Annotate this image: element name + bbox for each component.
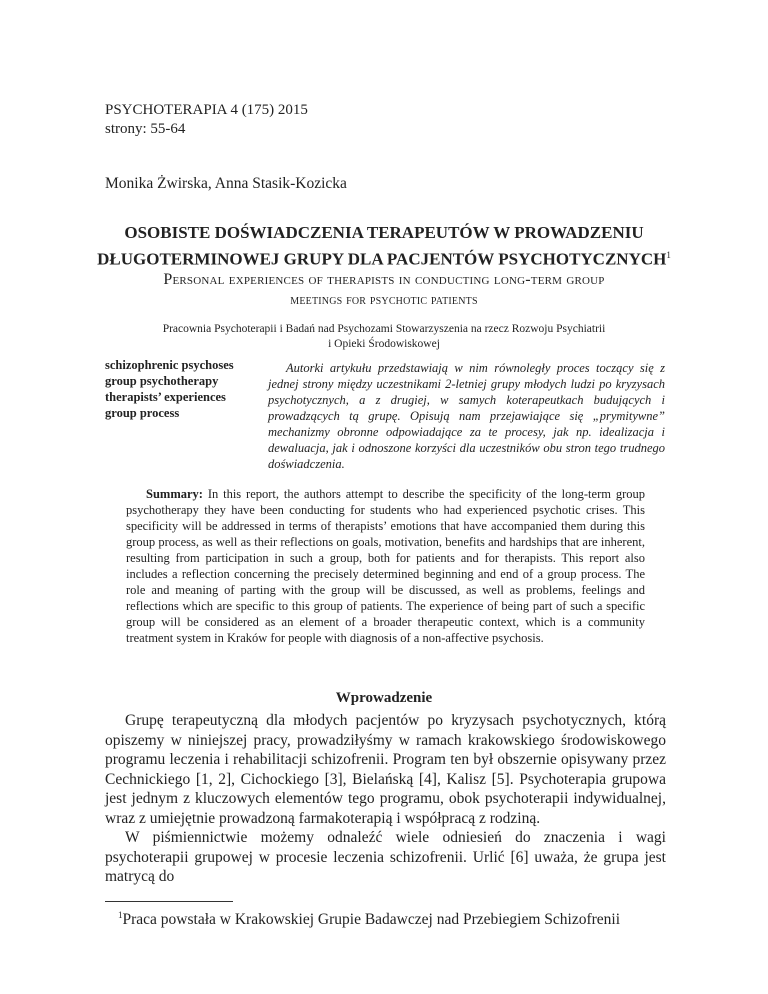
footnote-divider [105, 901, 233, 902]
summary-english [126, 486, 645, 646]
title-english-line1: Personal experiences of therapists in conducting long-term group [163, 271, 605, 288]
title-footnote-mark: 1 [666, 250, 671, 260]
title-polish-line2: DŁUGOTERMINOWEJ GRUPY DLA PACJENTÓW PSYCHOTYCZNYCH [97, 249, 667, 269]
title-english [80, 270, 688, 311]
keyword: group psychotherapy [105, 374, 219, 388]
keyword: therapists’ experiences [105, 390, 226, 404]
abstract-polish: Autorki artykułu przedstawiają w nim równoległy proces toczący się z jednej strony między uczestnikami 2-letniej grupy młodych ludzi po kryzysach psychotycznych, a z drugiej, w samych koterapeutkach budujących i prowadzących tą grupę. Opisują nam przejawiające się „prymitywne” mechanizmy obronne odpowiadające za te procesy, jak np. idealizacja i dewaluacja, jak i odnoszone korzyści dla uczestników obu stron tego trudnego doświadczenia. [268, 361, 665, 471]
body-text [105, 711, 666, 887]
affiliation [100, 322, 668, 352]
journal-header [105, 101, 308, 139]
footnote-text: Praca powstała w Krakowskiej Grupie Badawczej nad Przebiegiem Schizofrenii [122, 911, 621, 929]
footnote-mark: 1 [118, 910, 123, 920]
journal-pages: strony: 55-64 [105, 121, 186, 137]
title-polish-line1: OSOBISTE DOŚWIADCZENIA TERAPEUTÓW W PROWADZENIU [124, 223, 644, 242]
authors: Monika Żwirska, Anna Stasik-Kozicka [105, 175, 347, 192]
keywords [105, 357, 280, 421]
journal-issue: PSYCHOTERAPIA 4 (175) 2015 [105, 102, 308, 118]
affiliation-line2: i Opieki Środowiskowej [328, 338, 440, 350]
affiliation-line1: Pracownia Psychoterapii i Badań nad Psychozami Stowarzyszenia na rzecz Rozwoju Psychiatrii [162, 323, 606, 335]
body-paragraph-2: W piśmiennictwie możemy odnaleźć wiele odniesień do znaczenia i wagi psychoterapii grupowej w procesie leczenia schizofrenii. Urlić [6] uważa, że grupa jest matrycą do [105, 829, 666, 885]
footnote [118, 910, 620, 929]
summary-text: In this report, the authors attempt to describe the specificity of the long-term group psychotherapy they have been conducting for students who had experienced psychotic crises. This specificity will be addressed in terms of therapists’ emotions that have accompanied them during this group process, as well as their reflections on goals, motivation, benefits and hardships that are inherent, resulting from participation in such a group, both for patients and for therapists. This report also includes a reflection concerning the precisely determined beginning and end of a group process. The role and meaning of parting with the group will be discussed, as well as problems, feelings and reflections which are specific to this group of patients. The experience of being part of such a specific group will be considered as an element of a broader therapeutic context, which is a community treatment system in Kraków for people with diagnosis of a non-affective psychosis. [126, 487, 645, 645]
title-polish [60, 222, 708, 271]
summary-label: Summary: [146, 487, 203, 501]
keyword: schizophrenic psychoses [105, 358, 234, 372]
keyword: group process [105, 406, 180, 420]
section-heading: Wprowadzenie [335, 690, 433, 706]
body-paragraph-1: Grupę terapeutyczną dla młodych pacjentów po kryzysach psychotycznych, którą opiszemy w niniejszej pracy, prowadziłyśmy w ramach krakowskiego środowiskowego programu leczenia i rehabilitacji schizofrenii. Program ten był obszernie opisywany przez Cechnickiego [1, 2], Cichockiego [3], Bielańską [4], Kalisz [5]. Psychoterapia grupowa jest jednym z kluczowych elementów tego programu, obok psychoterapii indywidualnej, wraz z umiejętnie prowadzoną farmakoterapią i współpracą z rodziną. [105, 712, 666, 827]
title-english-line2: meetings for psychotic patients [290, 293, 478, 308]
